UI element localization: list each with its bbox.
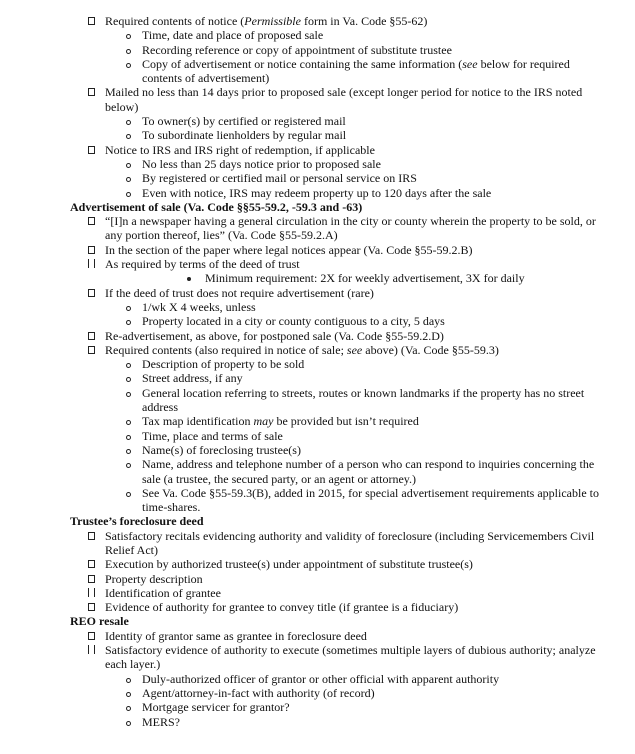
text-run: Tax map identification [142, 414, 254, 429]
text-run: Copy of advertisement or notice containing the same information ( [142, 56, 463, 71]
circle-bullet-icon [126, 486, 131, 500]
checklist-item-continued [0, 100, 635, 114]
checklist-item-continued-text: any portion thereof, lies” (Va. Code §55-59.2.A) [105, 228, 338, 243]
circle-bullet-icon-glyph [126, 449, 131, 454]
checklist-item-text: Evidence of authority for grantee to convey title (if grantee is a fiduciary) [105, 600, 459, 615]
checkbox-icon [88, 85, 98, 99]
checklist-item-text: Notice to IRS and IRS right of redemption, if applicable [105, 142, 375, 157]
sub-item-text: Even with notice, IRS may redeem property up to 120 days after the sale [142, 185, 492, 200]
circle-bullet-icon-glyph [126, 120, 131, 125]
checklist-item [0, 629, 635, 643]
sub-item [0, 486, 635, 500]
section-heading: REO resale [70, 614, 129, 629]
circle-bullet-icon [126, 429, 131, 443]
sub-item [0, 357, 635, 371]
sub-item-text: Description of property to be sold [142, 357, 305, 372]
checkbox-icon [88, 343, 98, 357]
section-heading: Trustee’s foreclosure deed [70, 514, 204, 529]
checklist-item-text: Re-advertisement, as above, for postponed sale (Va. Code §55-59.2.D) [105, 328, 444, 343]
checklist-item-text: Execution by authorized trustee(s) under appointment of substitute trustee(s) [105, 557, 473, 572]
checkbox-icon-glyph [88, 246, 95, 254]
sub-item-text [142, 414, 419, 428]
circle-bullet-icon [126, 457, 131, 471]
checkbox-icon-glyph [88, 632, 95, 640]
checklist-item-continued-text: below) [105, 99, 139, 114]
circle-bullet-icon [126, 43, 131, 57]
circle-bullet-icon [126, 672, 131, 686]
circle-bullet-icon-glyph [126, 706, 131, 711]
checkbox-icon-glyph [88, 603, 95, 611]
sub-item-text: Name, address and telephone number of a person who can respond to inquiries concerning the [142, 457, 595, 472]
sub-item [0, 157, 635, 171]
checklist-item-text: Identity of grantor same as grantee in foreclosure deed [105, 628, 367, 643]
checklist-item [0, 85, 635, 99]
checklist-item-text [105, 343, 499, 357]
circle-bullet-icon [126, 57, 131, 71]
circle-bullet-icon-glyph [126, 678, 131, 683]
circle-bullet-icon [126, 157, 131, 171]
checklist-item [0, 286, 635, 300]
checklist-item-continued [0, 543, 635, 557]
checklist-item [0, 214, 635, 228]
document-page [0, 14, 635, 729]
checkbox-icon-glyph [88, 217, 95, 225]
circle-bullet-icon [126, 700, 131, 714]
checkbox-open-icon-glyph [88, 645, 95, 654]
sub-item-text: No less than 25 days notice prior to proposed sale [142, 156, 381, 171]
checklist-item [0, 143, 635, 157]
sub-item-continued-text: address [142, 400, 178, 415]
circle-bullet-icon [126, 314, 131, 328]
sub-item [0, 700, 635, 714]
checkbox-open-icon [88, 257, 98, 271]
circle-bullet-icon [126, 414, 131, 428]
circle-bullet-icon [126, 371, 131, 385]
sub-item [0, 57, 635, 71]
checklist-item-text: Satisfactory evidence of authority to execute (sometimes multiple layers of dubious authority; analyze [105, 643, 596, 658]
checkbox-icon-glyph [88, 289, 95, 297]
circle-bullet-icon [126, 28, 131, 42]
checkbox-open-icon [88, 586, 98, 600]
sub-item-continued [0, 472, 635, 486]
checkbox-open-icon-glyph [88, 259, 95, 268]
sub-item-continued-text: contents of advertisement) [142, 71, 270, 86]
text-run: Required contents (also required in notice of sale; [105, 342, 347, 357]
checklist-item-text: As required by terms of the deed of trust [105, 257, 300, 272]
circle-bullet-icon-glyph [126, 320, 131, 325]
circle-bullet-icon-glyph [126, 134, 131, 139]
sub-item [0, 429, 635, 443]
circle-bullet-icon-glyph [126, 363, 131, 368]
sub-item-text: Mortgage servicer for grantor? [142, 700, 290, 715]
checkbox-icon-glyph [88, 17, 95, 25]
checklist-item-text: Property description [105, 571, 203, 586]
checklist-item-text: Identification of grantee [105, 585, 221, 600]
checklist-item [0, 572, 635, 586]
checklist-item-text: Satisfactory recitals evidencing authority and validity of foreclosure (including Servicemembers Civil [105, 528, 595, 543]
sub-item-text: Street address, if any [142, 371, 243, 386]
checklist-item [0, 600, 635, 614]
checkbox-icon-glyph [88, 532, 95, 540]
checklist-item [0, 643, 635, 657]
sub-item-text: 1/wk X 4 weeks, unless [142, 299, 256, 314]
circle-bullet-icon-glyph [126, 492, 131, 497]
circle-bullet-icon-glyph [126, 177, 131, 182]
sub-item-text: To owner(s) by certified or registered mail [142, 114, 346, 129]
emphasis-text: see [462, 56, 478, 71]
sub-item [0, 43, 635, 57]
sub-item [0, 114, 635, 128]
checklist-item-text: In the section of the paper where legal notices appear (Va. Code §55-59.2.B) [105, 242, 473, 257]
circle-bullet-icon-glyph [126, 306, 131, 311]
sub-item-text: Recording reference or copy of appointment of substitute trustee [142, 42, 452, 57]
checklist-item [0, 329, 635, 343]
checkbox-icon [88, 286, 98, 300]
circle-bullet-icon-glyph [126, 392, 131, 397]
sub-item [0, 414, 635, 428]
text-run: below for required [477, 56, 570, 71]
checkbox-icon [88, 572, 98, 586]
sub-item [0, 686, 635, 700]
sub-item [0, 715, 635, 729]
checklist-item-continued-text: each layer.) [105, 657, 161, 672]
sub-item [0, 28, 635, 42]
sub-item-continued-text: sale (a trustee, the secured party, or an agent or attorney.) [142, 471, 416, 486]
checkbox-icon [88, 329, 98, 343]
sub-item [0, 457, 635, 471]
sub-item-text: General location referring to streets, routes or known landmarks if the property has no street [142, 385, 585, 400]
circle-bullet-icon [126, 686, 131, 700]
text-run: be provided but isn’t required [273, 414, 419, 429]
checkbox-icon-glyph [88, 560, 95, 568]
checkbox-icon [88, 14, 98, 28]
checklist-item [0, 343, 635, 357]
checklist-item [0, 557, 635, 571]
circle-bullet-icon [126, 128, 131, 142]
circle-bullet-icon [126, 357, 131, 371]
text-run: Required contents of notice ( [105, 14, 245, 28]
circle-bullet-icon-glyph [126, 377, 131, 382]
circle-bullet-icon-glyph [126, 63, 131, 68]
sub-item [0, 128, 635, 142]
checkbox-icon-glyph [88, 346, 95, 354]
sub-item-text: Agent/attorney-in-fact with authority (of record) [142, 685, 375, 700]
sub-item-text: Property located in a city or county contiguous to a city, 5 days [142, 314, 445, 329]
sub-sub-item [0, 271, 635, 285]
checklist-item [0, 586, 635, 600]
square-bullet-icon-glyph [187, 277, 191, 281]
checklist-item-text: If the deed of trust does not require advertisement (rare) [105, 285, 374, 300]
checklist-item-text: “[I]n a newspaper having a general circulation in the city or county wherein the property to be sold, or [105, 214, 596, 229]
circle-bullet-icon-glyph [126, 463, 131, 468]
circle-bullet-icon-glyph [126, 34, 131, 39]
sub-item-text: Time, place and terms of sale [142, 428, 283, 443]
sub-item-continued [0, 500, 635, 514]
circle-bullet-icon-glyph [126, 721, 131, 726]
checklist-item [0, 529, 635, 543]
emphasis-text: may [253, 414, 274, 429]
emphasis-text: Permissible [244, 14, 301, 28]
square-bullet-icon [187, 271, 191, 285]
sub-item-text: Time, date and place of proposed sale [142, 28, 324, 43]
circle-bullet-icon-glyph [126, 49, 131, 54]
text-run: above) (Va. Code §55-59.3) [362, 342, 499, 357]
circle-bullet-icon-glyph [126, 420, 131, 425]
sub-item-text: Duly-authorized officer of grantor or other official with apparent authority [142, 671, 500, 686]
checkbox-icon-glyph [88, 146, 95, 154]
checkbox-icon [88, 557, 98, 571]
section-heading: Advertisement of sale (Va. Code §§55-59.2, -59.3 and -63) [70, 199, 363, 214]
sub-item-continued [0, 400, 635, 414]
checklist-item [0, 14, 635, 28]
checklist-item [0, 243, 635, 257]
sub-item-text: By registered or certified mail or personal service on IRS [142, 171, 417, 186]
sub-item [0, 186, 635, 200]
sub-item-text: To subordinate lienholders by regular mail [142, 128, 347, 143]
checkbox-icon [88, 214, 98, 228]
circle-bullet-icon [126, 171, 131, 185]
checkbox-icon [88, 143, 98, 157]
text-run: form in Va. Code §55-62) [300, 14, 428, 28]
circle-bullet-icon-glyph [126, 435, 131, 440]
checkbox-open-icon-glyph [88, 588, 95, 597]
checkbox-open-icon [88, 643, 98, 657]
checkbox-icon [88, 243, 98, 257]
checklist-item-continued [0, 228, 635, 242]
checkbox-icon [88, 629, 98, 643]
checkbox-icon-glyph [88, 575, 95, 583]
circle-bullet-icon-glyph [126, 692, 131, 697]
checklist-item-continued-text: Relief Act) [105, 542, 158, 557]
sub-item-text: See Va. Code §55-59.3(B), added in 2015, for special advertisement requirements applicable to [142, 485, 599, 500]
checklist-item [0, 257, 635, 271]
sub-item [0, 300, 635, 314]
checklist-item-continued [0, 657, 635, 671]
checkbox-icon-glyph [88, 88, 95, 96]
circle-bullet-icon [126, 300, 131, 314]
checkbox-icon [88, 600, 98, 614]
circle-bullet-icon [126, 186, 131, 200]
sub-item-text: MERS? [142, 714, 181, 729]
sub-item-continued [0, 71, 635, 85]
circle-bullet-icon [126, 386, 131, 400]
circle-bullet-icon [126, 715, 131, 729]
circle-bullet-icon [126, 114, 131, 128]
sub-item [0, 386, 635, 400]
sub-sub-item-text: Minimum requirement: 2X for weekly advertisement, 3X for daily [205, 271, 525, 286]
sub-item-continued-text: time-shares. [142, 500, 201, 515]
sub-item-text: Name(s) of foreclosing trustee(s) [142, 442, 301, 457]
checklist-item-text: Mailed no less than 14 days prior to proposed sale (except longer period for notice to the IRS noted [105, 85, 583, 100]
circle-bullet-icon [126, 443, 131, 457]
sub-item [0, 672, 635, 686]
circle-bullet-icon-glyph [126, 163, 131, 168]
sub-item [0, 171, 635, 185]
checkbox-icon-glyph [88, 332, 95, 340]
circle-bullet-icon-glyph [126, 192, 131, 197]
sub-item [0, 443, 635, 457]
sub-item [0, 314, 635, 328]
checklist-item-text [105, 14, 427, 28]
checkbox-icon [88, 529, 98, 543]
emphasis-text: see [346, 342, 363, 357]
sub-item [0, 371, 635, 385]
sub-item-text [142, 57, 570, 71]
